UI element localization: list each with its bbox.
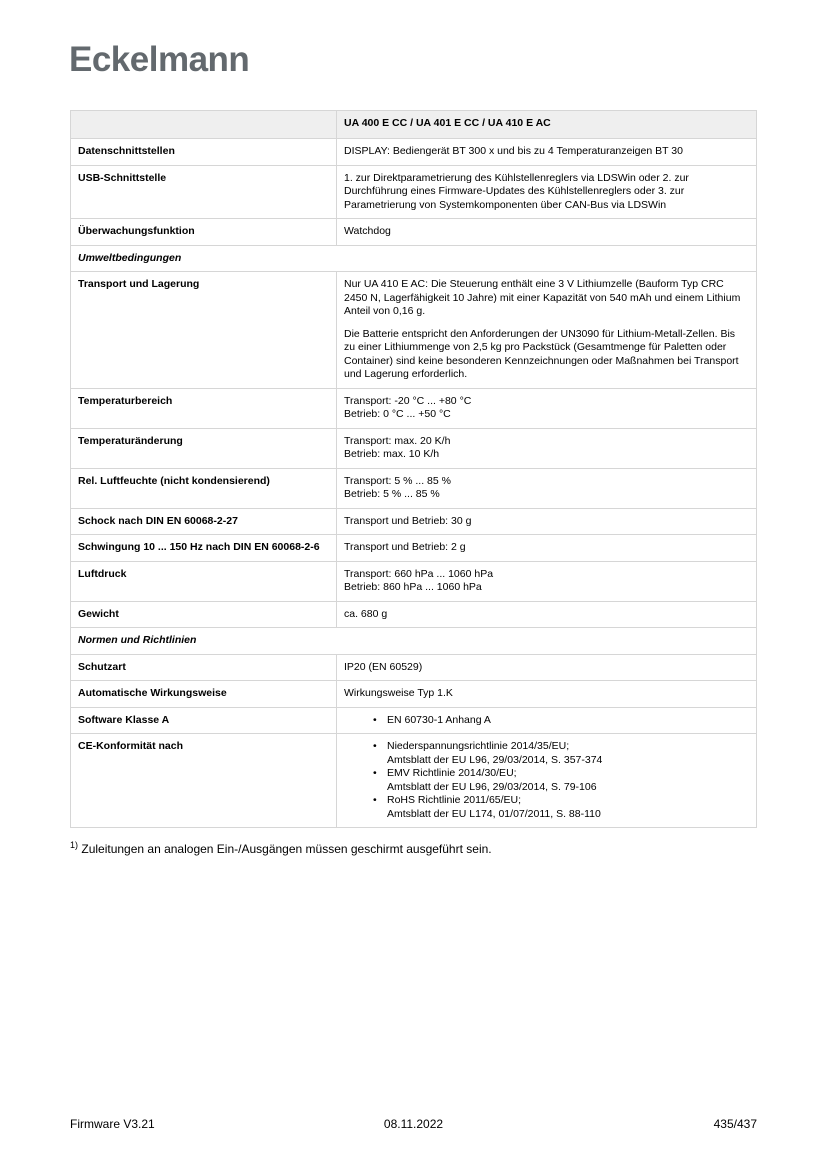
footer-firmware-version: Firmware V3.21: [70, 1117, 155, 1131]
section-row: [71, 628, 757, 655]
row-value: [337, 388, 757, 428]
value-line: Wirkungsweise Typ 1.K: [344, 687, 453, 699]
spec-table: [70, 110, 757, 828]
table-row: [71, 165, 757, 219]
table-row: [71, 535, 757, 562]
bullet-line: RoHS Richtlinie 2011/65/EU;: [387, 794, 522, 806]
row-label: Rel. Luftfeuchte (nicht kondensierend): [71, 468, 337, 508]
bullet-list: [344, 714, 749, 728]
row-value: [337, 272, 757, 389]
footer-page-number: 435/437: [713, 1117, 757, 1131]
page-content: [70, 110, 757, 857]
bullet-line: EMV Richtlinie 2014/30/EU;: [387, 767, 517, 779]
row-value: [337, 219, 757, 246]
section-label: Normen und Richtlinien: [71, 628, 757, 655]
table-header-row: [71, 111, 757, 139]
section-label: Umweltbedingungen: [71, 245, 757, 272]
row-value: [337, 601, 757, 628]
value-line: Watchdog: [344, 225, 391, 237]
table-header-empty-cell: [71, 111, 337, 139]
table-row: [71, 681, 757, 708]
table-row: [71, 601, 757, 628]
bullet-icon: •: [373, 713, 377, 726]
bullet-icon: •: [373, 794, 377, 806]
value-line: ca. 680 g: [344, 607, 388, 620]
row-value: [337, 707, 757, 734]
value-line: Transport: -20 °C ... +80 °C: [344, 394, 472, 407]
row-value: [337, 535, 757, 562]
table-row: [71, 561, 757, 601]
table-row: [71, 468, 757, 508]
row-label: Luftdruck: [71, 561, 337, 601]
value-line: Transport und Betrieb: 30 g: [344, 514, 472, 527]
bullet-text: [387, 714, 491, 728]
row-label: Gewicht: [71, 601, 337, 628]
row-value: [337, 681, 757, 708]
row-label: CE-Konformität nach: [71, 734, 337, 828]
row-label: Datenschnittstellen: [71, 139, 337, 166]
value-line: DISPLAY: Bediengerät BT 300 x und bis zu 4 Temperaturanzeigen BT 30: [344, 145, 683, 157]
section-row: [71, 245, 757, 272]
value-line: Transport und Betrieb: 2 g: [344, 541, 466, 553]
bullet-item: [373, 767, 749, 794]
row-value: [337, 428, 757, 468]
footnote-marker: 1): [70, 840, 79, 850]
table-row: [71, 508, 757, 535]
value-line: Betrieb: 860 hPa ... 1060 hPa: [344, 581, 482, 593]
row-value: [337, 468, 757, 508]
row-label: Transport und Lagerung: [71, 272, 337, 389]
footnote: [70, 841, 757, 857]
bullet-line: Amtsblatt der EU L96, 29/03/2014, S. 357-374: [387, 753, 603, 766]
bullet-item: [373, 740, 749, 767]
bullet-text: [387, 767, 597, 794]
bullet-line: Amtsblatt der EU L96, 29/03/2014, S. 79-106: [387, 780, 597, 793]
bullet-icon: •: [373, 740, 377, 752]
row-label: Temperaturänderung: [71, 428, 337, 468]
bullet-list: [344, 740, 749, 821]
bullet-item: [373, 794, 749, 821]
bullet-line: Niederspannungsrichtlinie 2014/35/EU;: [387, 740, 570, 752]
row-value: [337, 508, 757, 535]
row-value: [337, 561, 757, 601]
bullet-line: EN 60730-1 Anhang A: [387, 713, 491, 726]
row-label: USB-Schnittstelle: [71, 165, 337, 219]
row-value: [337, 654, 757, 681]
company-logo: Eckelmann: [69, 40, 250, 79]
table-row: [71, 707, 757, 734]
value-line: Betrieb: 5 % ... 85 %: [344, 488, 440, 500]
table-row: [71, 654, 757, 681]
value-paragraph: Die Batterie entspricht den Anforderungen der UN3090 für Lithium-Metall-Zellen. Bis zu einer Lithiummenge von 2,5 kg pro Packstück (Gesamtmenge für Paletten oder Container) sind keine besonderen Kennzeichnungen oder Maßnahmen bei Transport und Lagerung erforderlich.: [344, 327, 739, 380]
row-label: Automatische Wirkungsweise: [71, 681, 337, 708]
row-label: Schock nach DIN EN 60068-2-27: [71, 508, 337, 535]
value-line: Betrieb: 0 °C ... +50 °C: [344, 408, 451, 420]
bullet-item: [373, 714, 749, 728]
table-row: [71, 428, 757, 468]
row-value: [337, 734, 757, 828]
value-line: IP20 (EN 60529): [344, 660, 423, 673]
bullet-icon: •: [373, 767, 377, 779]
row-label: Schwingung 10 ... 150 Hz nach DIN EN 60068-2-6: [71, 535, 337, 562]
value-line: Betrieb: max. 10 K/h: [344, 448, 440, 460]
footer-date: 08.11.2022: [383, 1117, 444, 1131]
bullet-text: [387, 740, 602, 767]
footnote-text: Zuleitungen an analogen Ein-/Ausgängen müssen geschirmt ausgeführt sein.: [81, 842, 492, 856]
bullet-text: [387, 794, 601, 821]
row-value: [337, 139, 757, 166]
table-row: [71, 219, 757, 246]
row-label: Überwachungsfunktion: [71, 219, 337, 246]
table-row: [71, 734, 757, 828]
table-row: [71, 388, 757, 428]
row-label: Software Klasse A: [71, 707, 337, 734]
row-label: Schutzart: [71, 654, 337, 681]
row-label: Temperaturbereich: [71, 388, 337, 428]
bullet-line: Amtsblatt der EU L174, 01/07/2011, S. 88-110: [387, 807, 601, 820]
value-line: Transport: 660 hPa ... 1060 hPa: [344, 567, 494, 580]
value-paragraph: Nur UA 410 E AC: Die Steuerung enthält eine 3 V Lithiumzelle (Bauform Typ CRC 2450 N, Lagerfähigkeit 10 Jahre) mit einer Kapazität von 540 mAh und einem Lithium Anteil von 0,16 g.: [344, 278, 741, 317]
row-value: [337, 165, 757, 219]
value-line: Transport: 5 % ... 85 %: [344, 474, 451, 487]
table-row: [71, 272, 757, 389]
value-line: 1. zur Direktparametrierung des Kühlstellenreglers via LDSWin oder 2. zur Durchführung eines Firmware-Updates des Kühlstellenreglers oder 3. zur Parametrierung von Systemkomponenten über CAN-Bus via LDSWin: [344, 171, 689, 211]
table-header-title: UA 400 E CC / UA 401 E CC / UA 410 E AC: [337, 111, 757, 139]
value-line: Transport: max. 20 K/h: [344, 434, 451, 447]
table-row: [71, 139, 757, 166]
